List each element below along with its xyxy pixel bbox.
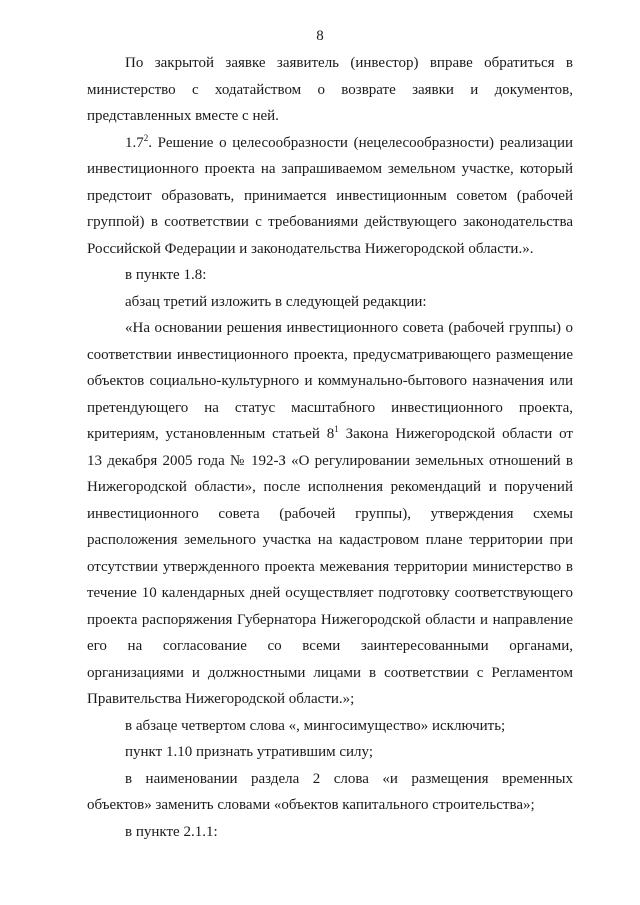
text-line xyxy=(125,130,573,157)
text-segment: критериям, установленным статьей 8 xyxy=(87,426,335,442)
text-line: в пункте 1.8: xyxy=(125,267,207,283)
text-line: абзац третий изложить в следующей редакции: xyxy=(125,293,427,310)
text-line: Нижегородской области», после исполнения рекомендаций и поручений xyxy=(87,479,573,495)
text-line: инвестиционного проекта на запрашиваемом земельном участке, который xyxy=(87,161,573,177)
text-line xyxy=(87,421,573,448)
text-line: объектов» заменить словами «объектов капитального строительства»; xyxy=(87,797,535,813)
text-line: министерство с ходатайством о возврате заявки и документов, xyxy=(87,81,573,98)
text-line: соответствии инвестиционного проекта, предусматривающего размещение xyxy=(87,346,573,363)
text-line: в абзаце четвертом слова «, мингосимущество» исключить; xyxy=(125,717,506,734)
superscript: 1 xyxy=(334,424,339,434)
text-line: отсутствии утвержденного проекта межевания территории министерство в xyxy=(87,558,573,575)
text-line: представленных вместе с ней. xyxy=(87,108,279,124)
text-line: Правительства Нижегородской области.»; xyxy=(87,691,355,707)
document-body xyxy=(87,50,573,845)
text-line: в пункте 2.1.1: xyxy=(125,823,218,840)
text-line: его на согласование со всеми заинтересованными органами, xyxy=(87,638,573,654)
superscript: 2 xyxy=(143,132,149,143)
text-line: организациями и должностными лицами в соответствии с Регламентом xyxy=(87,664,573,681)
text-segment: . Решение о целесообразности (нецелесообразности) реализации xyxy=(148,134,573,151)
text-line: «На основании решения инвестиционного совета (рабочей группы) о xyxy=(125,320,573,336)
text-line: объектов социально-культурного и коммунально-бытового назначения или xyxy=(87,373,573,389)
text-line: расположения земельного участка на кадастровом плане территории при xyxy=(87,532,573,548)
text-line: Российской Федерации и законодательства Нижегородской области.». xyxy=(87,240,534,257)
text-line: инвестиционного совета (рабочей группы), утверждения схемы xyxy=(87,505,573,522)
text-line: предстоит образовать, принимается инвестиционным советом (рабочей xyxy=(87,187,573,204)
text-line: в наименовании раздела 2 слова «и размещения временных xyxy=(125,770,573,787)
text-line: пункт 1.10 признать утратившим силу; xyxy=(125,744,374,760)
text-segment: Закона Нижегородской области от xyxy=(338,426,573,442)
text-segment: 1.7 xyxy=(125,134,144,151)
text-line: течение 10 календарных дней осуществляет подготовку соответствующего xyxy=(87,585,573,601)
text-line: 13 декабря 2005 года № 192-З «О регулировании земельных отношений в xyxy=(87,452,573,469)
text-line: По закрытой заявке заявитель (инвестор) вправе обратиться в xyxy=(125,55,573,71)
text-line: претендующего на статус масштабного инвестиционного проекта, xyxy=(87,399,573,416)
text-line: группой) в соответствии с требованиями действующего законодательства xyxy=(87,214,573,230)
text-line: проекта распоряжения Губернатора Нижегородской области и направление xyxy=(87,611,573,628)
page-number: 8 xyxy=(316,28,324,44)
